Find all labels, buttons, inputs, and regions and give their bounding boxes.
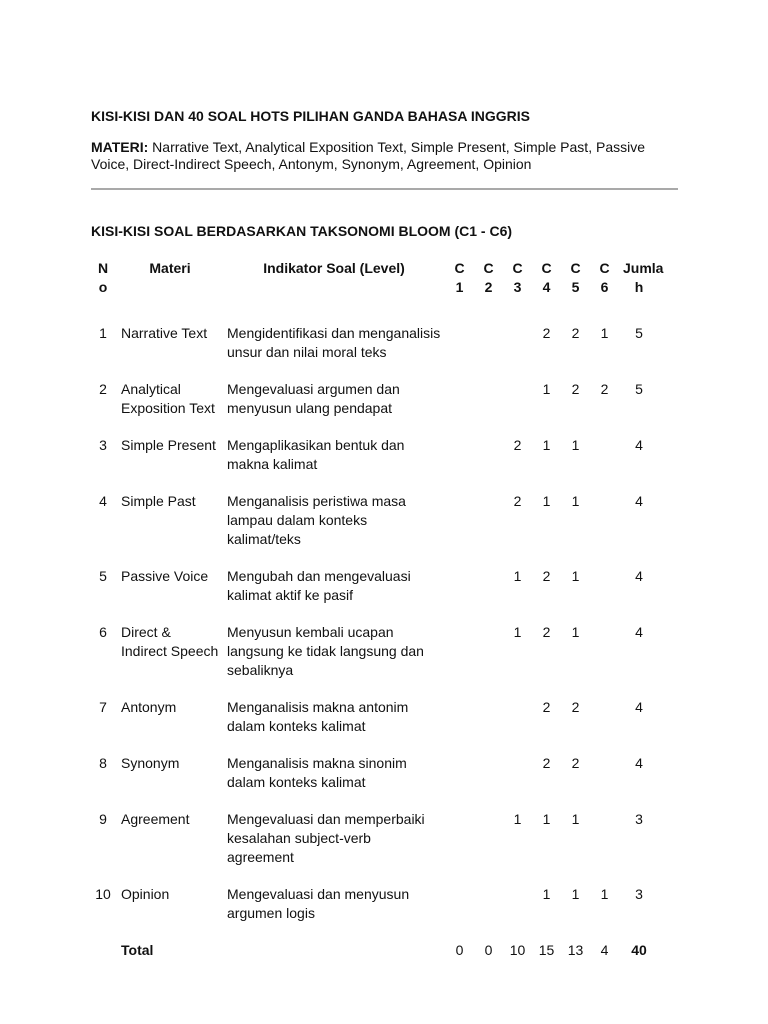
cell-jumlah: 4: [635, 437, 643, 453]
cell-no: 7: [99, 699, 107, 715]
cell-c1: [445, 620, 474, 695]
cell-c6: [590, 433, 619, 489]
header-indikator: Indikator Soal (Level): [263, 260, 405, 276]
table-row: [89, 807, 659, 882]
cell-c5: 2: [571, 381, 580, 397]
cell-indikator: Mengidentifikasi dan menganalisis unsur dan nilai moral teks: [227, 325, 441, 360]
cell-c3: [503, 882, 532, 938]
cell-c5: 1: [571, 493, 580, 509]
cell-materi: Opinion: [121, 886, 170, 902]
cell-no: 10: [95, 886, 111, 902]
total-c5: 13: [567, 942, 584, 958]
cell-c4: 2: [542, 325, 551, 341]
cell-jumlah: 4: [635, 624, 643, 640]
cell-no: 2: [99, 381, 107, 397]
cell-materi: Passive Voice: [121, 568, 209, 584]
cell-c6: [590, 489, 619, 564]
cell-c5: 1: [571, 624, 580, 640]
cell-jumlah: 5: [635, 325, 643, 341]
cell-indikator: Mengubah dan mengevaluasi kalimat aktif ke pasif: [227, 568, 411, 603]
cell-c4: 1: [542, 886, 551, 902]
cell-c3: 1: [513, 811, 522, 827]
cell-jumlah: 4: [635, 755, 643, 771]
cell-no: 1: [99, 325, 107, 341]
header-c3: C 3: [512, 260, 523, 295]
materi-text: Narrative Text, Analytical Exposition Text, Simple Present, Simple Past, Passive Voice, Direct-Indirect Speech, Antonym, Synonym, Agreement, Opinion: [91, 139, 645, 172]
cell-c2: [474, 564, 503, 620]
cell-c6: [590, 564, 619, 620]
cell-materi: Agreement: [121, 811, 190, 827]
cell-c2: [474, 489, 503, 564]
table-row: [89, 489, 659, 564]
cell-c3: 2: [513, 437, 522, 453]
cell-c3: [503, 321, 532, 377]
cell-no: 8: [99, 755, 107, 771]
cell-indikator: Menyusun kembali ucapan langsung ke tidak langsung dan sebaliknya: [227, 624, 424, 678]
table-row: [89, 377, 659, 433]
header-c2: C 2: [483, 260, 494, 295]
cell-c1: [445, 807, 474, 882]
cell-indikator: Mengaplikasikan bentuk dan makna kalimat: [227, 437, 405, 472]
table-row: [89, 620, 659, 695]
cell-no: 5: [99, 568, 107, 584]
cell-c4: 1: [542, 493, 551, 509]
cell-c2: [474, 620, 503, 695]
cell-no: 6: [99, 624, 107, 640]
cell-jumlah: 4: [635, 493, 643, 509]
cell-no: 4: [99, 493, 107, 509]
cell-c6: 1: [600, 886, 609, 902]
cell-indikator: Mengevaluasi dan menyusun argumen logis: [227, 886, 410, 921]
cell-c2: [474, 882, 503, 938]
cell-c2: [474, 321, 503, 377]
cell-materi: Simple Present: [121, 437, 216, 453]
materi-label: MATERI:: [91, 139, 149, 155]
total-c6: 4: [600, 942, 609, 958]
section-title: KISI-KISI SOAL BERDASARKAN TAKSONOMI BLOOM (C1 - C6): [91, 223, 513, 239]
cell-indikator: Mengevaluasi argumen dan menyusun ulang pendapat: [227, 381, 400, 416]
document-title: KISI-KISI DAN 40 SOAL HOTS PILIHAN GANDA BAHASA INGGRIS: [91, 108, 530, 124]
cell-c4: 2: [542, 755, 551, 771]
cell-jumlah: 5: [635, 381, 643, 397]
cell-materi: Direct & Indirect Speech: [121, 624, 219, 659]
horizontal-divider: [91, 188, 678, 190]
table-header-row: [89, 256, 659, 321]
cell-c1: [445, 564, 474, 620]
cell-c5: 1: [571, 811, 580, 827]
table-row: [89, 564, 659, 620]
cell-materi: Antonym: [121, 699, 177, 715]
cell-c1: [445, 695, 474, 751]
table-row: [89, 321, 659, 377]
cell-c6: 2: [600, 381, 609, 397]
cell-c5: 2: [571, 699, 580, 715]
cell-c2: [474, 807, 503, 882]
cell-jumlah: 4: [635, 699, 643, 715]
total-jumlah: 40: [631, 942, 647, 958]
cell-indikator: Menganalisis peristiwa masa lampau dalam konteks kalimat/teks: [227, 493, 406, 547]
header-c4: C 4: [541, 260, 552, 295]
cell-c3: 1: [513, 568, 522, 584]
cell-c3: 2: [513, 493, 522, 509]
header-jumlah: Jumla h: [623, 260, 664, 295]
cell-c4: 2: [542, 624, 551, 640]
header-c6: C 6: [599, 260, 610, 295]
cell-c5: 2: [571, 755, 580, 771]
cell-c2: [474, 695, 503, 751]
cell-indikator: Menganalisis makna sinonim dalam konteks kalimat: [227, 755, 407, 790]
cell-no: 3: [99, 437, 107, 453]
cell-c1: [445, 751, 474, 807]
cell-c5: 1: [571, 886, 580, 902]
cell-c2: [474, 751, 503, 807]
cell-jumlah: 4: [635, 568, 643, 584]
table-row: [89, 433, 659, 489]
cell-c1: [445, 489, 474, 564]
cell-materi: Synonym: [121, 755, 180, 771]
total-c2: 0: [484, 942, 493, 958]
cell-c5: 1: [571, 437, 580, 453]
cell-c3: [503, 377, 532, 433]
cell-materi: Narrative Text: [121, 325, 208, 341]
cell-c2: [474, 433, 503, 489]
header-no: N o: [97, 260, 109, 295]
cell-jumlah: 3: [635, 811, 643, 827]
total-label: Total: [121, 942, 154, 958]
materi-paragraph: [91, 139, 661, 173]
cell-c4: 2: [542, 699, 551, 715]
kisi-kisi-table: [89, 256, 664, 963]
cell-c6: 1: [600, 325, 609, 341]
table-row: [89, 695, 659, 751]
total-row: [89, 938, 659, 963]
cell-c2: [474, 377, 503, 433]
cell-materi: Analytical Exposition Text: [121, 381, 215, 416]
cell-c3: [503, 751, 532, 807]
cell-c4: 1: [542, 811, 551, 827]
table-row: [89, 882, 659, 938]
total-c4: 15: [538, 942, 555, 958]
cell-c6: [590, 751, 619, 807]
cell-c3: 1: [513, 624, 522, 640]
cell-c1: [445, 321, 474, 377]
total-c3: 10: [509, 942, 526, 958]
cell-c5: 1: [571, 568, 580, 584]
cell-indikator: Mengevaluasi dan memperbaiki kesalahan subject-verb agreement: [227, 811, 425, 865]
cell-c4: 1: [542, 381, 551, 397]
cell-c5: 2: [571, 325, 580, 341]
cell-c6: [590, 695, 619, 751]
cell-c1: [445, 882, 474, 938]
total-c1: 0: [455, 942, 464, 958]
cell-materi: Simple Past: [121, 493, 196, 509]
cell-c3: [503, 695, 532, 751]
header-materi: Materi: [149, 260, 191, 276]
cell-c1: [445, 377, 474, 433]
cell-c6: [590, 620, 619, 695]
cell-c1: [445, 433, 474, 489]
cell-c4: 1: [542, 437, 551, 453]
cell-indikator: Menganalisis makna antonim dalam konteks kalimat: [227, 699, 409, 734]
cell-no: 9: [99, 811, 107, 827]
table-row: [89, 751, 659, 807]
cell-c4: 2: [542, 568, 551, 584]
cell-jumlah: 3: [635, 886, 643, 902]
cell-c6: [590, 807, 619, 882]
header-c1: C 1: [454, 260, 465, 295]
header-c5: C 5: [570, 260, 581, 295]
